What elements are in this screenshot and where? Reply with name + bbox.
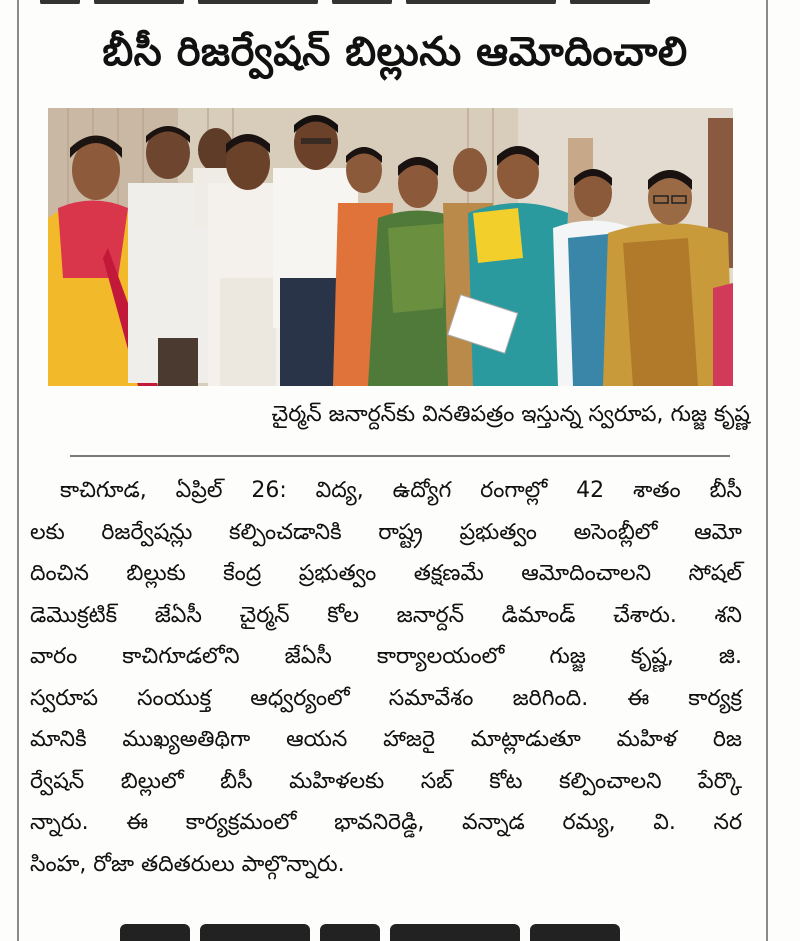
previous-article-fragment xyxy=(40,0,740,4)
news-photo xyxy=(48,108,733,386)
body-line: మానికి ముఖ్యఅతిథిగా ఆయన హాజరై మాట్లాడుతూ మహిళ రిజ xyxy=(30,727,742,752)
body-line: వారం కాచిగూడలోని జేఏసీ కార్యాలయంలో గుజ్జ కృష్ణ, జి. xyxy=(30,644,742,669)
body-line: దించిన బిల్లుకు కేంద్ర ప్రభుత్వం తక్షణమే ఆమోదించాలని సోషల్ xyxy=(30,561,742,586)
body-line: న్నారు. ఈ కార్యక్రమంలో భావనిరెడ్డి, వన్నాడ రమ్య, వి. నర xyxy=(30,810,742,835)
body-line: డెమొక్రటిక్ జేఏసీ చైర్మన్ కోల జనార్దన్ డిమాండ్ చేశారు. శని xyxy=(30,602,742,628)
column-rule-right xyxy=(766,0,768,941)
photo-caption: చైర్మన్ జనార్దన్‌కు వినతిపత్రం ఇస్తున్న స్వరూప, గుజ్జ కృష్ణ xyxy=(271,402,750,427)
body-line: ర్వేషన్ బిల్లులో బీసీ మహిళలకు సబ్ కోట కల్పించాలని పేర్కొ xyxy=(30,768,742,794)
body-line: సింహ, రోజా తదితరులు పాల్గొన్నారు. xyxy=(30,851,345,877)
caption-divider xyxy=(70,455,730,457)
next-article-headline-fragment xyxy=(120,924,660,941)
article-body xyxy=(30,470,742,885)
body-line: కాచిగూడ, ఏప్రిల్ 26: విద్య, ఉద్యోగ రంగాల్లో 42 శాతం బీసీ xyxy=(60,478,742,503)
body-line: లకు రిజర్వేషన్లు కల్పించడానికి రాష్ట్ర ప్రభుత్వం అసెంబ్లీలో ఆమో xyxy=(30,519,742,545)
article-headline: బీసీ రిజర్వేషన్ బిల్లును ఆమోదించాలి xyxy=(102,29,688,75)
column-rule-left xyxy=(17,0,19,941)
body-line: స్వరూప సంయుక్త ఆధ్వర్యంలో సమావేశం జరిగింది. ఈ కార్యక్ర xyxy=(30,685,742,711)
